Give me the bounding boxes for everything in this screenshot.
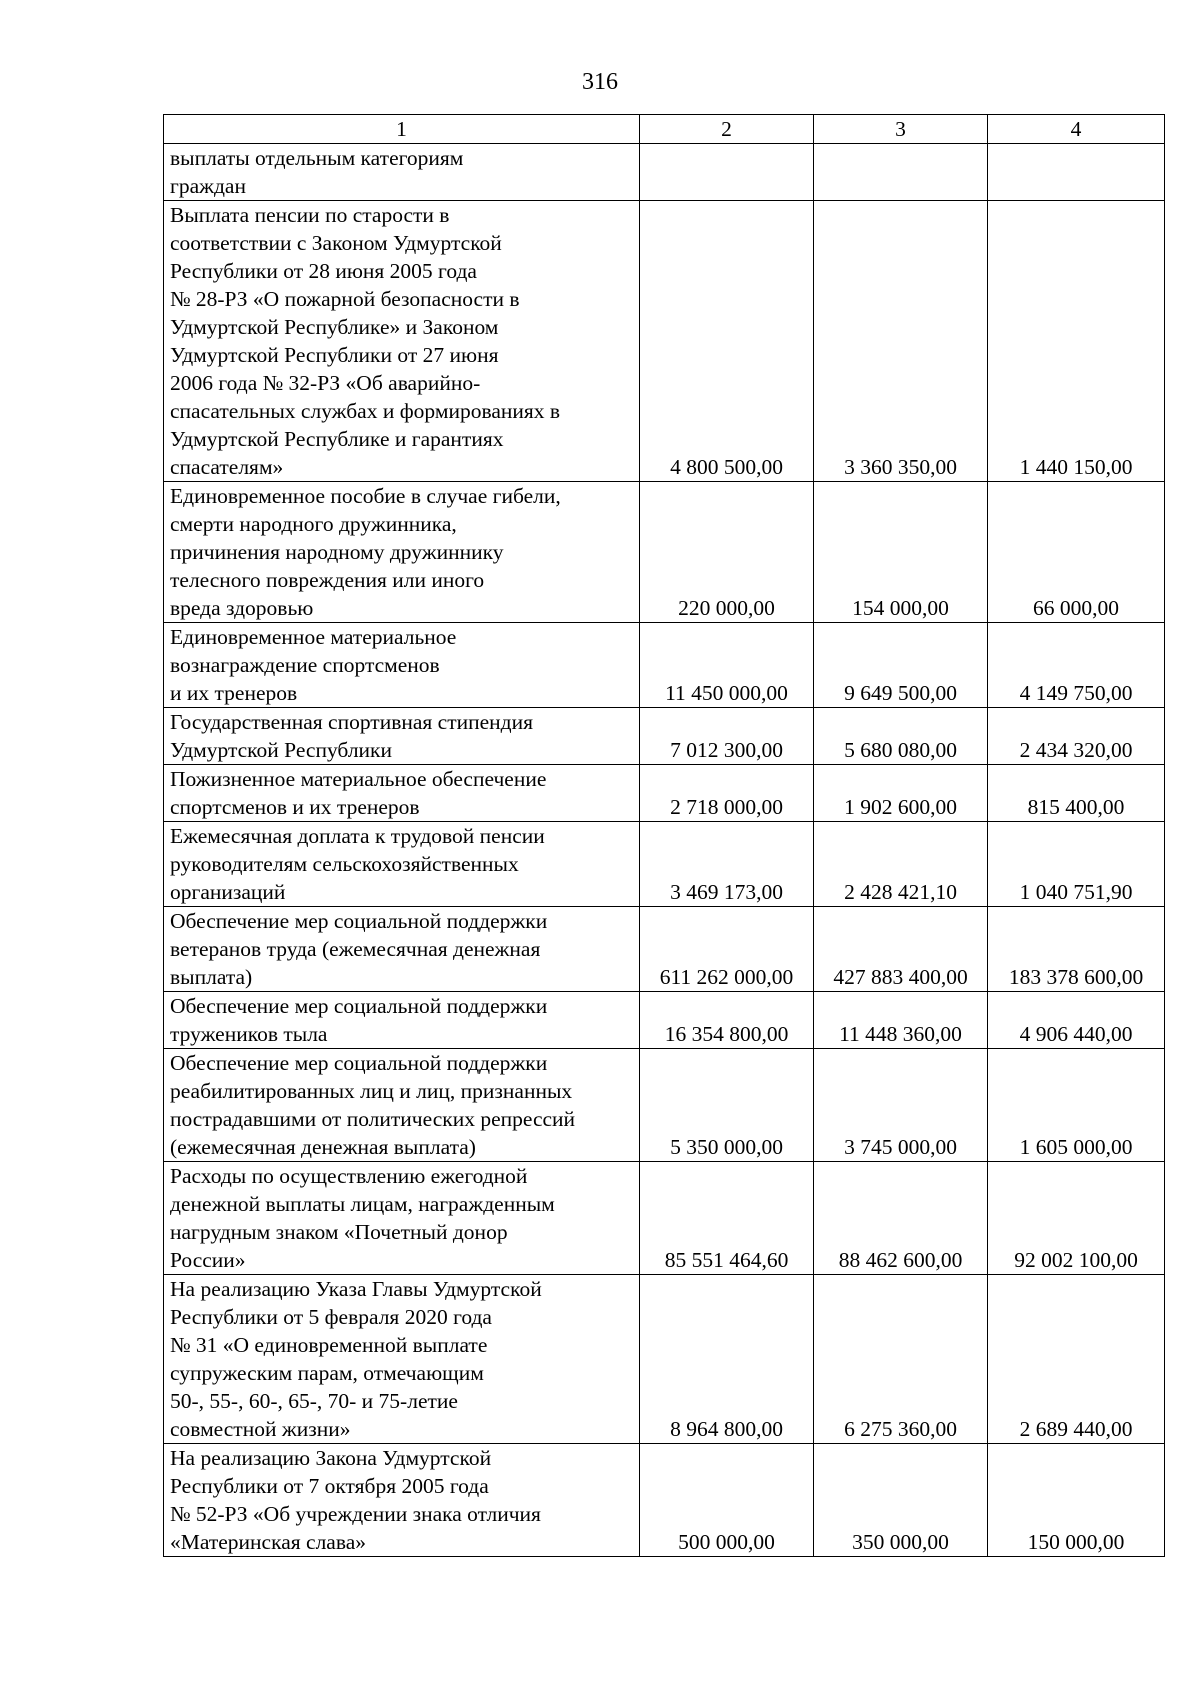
row-value-col2: 11 450 000,00: [640, 623, 814, 708]
row-name: Пожизненное материальное обеспечение спортсменов и их тренеров: [164, 765, 640, 822]
row-value-col3: 88 462 600,00: [814, 1162, 988, 1275]
row-value-col3: [814, 144, 988, 201]
row-value-col4: 183 378 600,00: [988, 907, 1165, 992]
row-name: Обеспечение мер социальной поддержки ветеранов труда (ежемесячная денежная выплата): [164, 907, 640, 992]
row-value-col2: 16 354 800,00: [640, 992, 814, 1049]
row-value-col4: [988, 144, 1165, 201]
row-value-col4: 1 040 751,90: [988, 822, 1165, 907]
row-value-col3: 5 680 080,00: [814, 708, 988, 765]
row-name: Единовременное материальное вознаграждение спортсменов и их тренеров: [164, 623, 640, 708]
row-name: Обеспечение мер социальной поддержки тружеников тыла: [164, 992, 640, 1049]
table-row: [164, 1162, 1165, 1275]
table-row: [164, 482, 1165, 623]
row-value-col3: 3 745 000,00: [814, 1049, 988, 1162]
row-value-col3: 11 448 360,00: [814, 992, 988, 1049]
row-value-col2: 611 262 000,00: [640, 907, 814, 992]
table-row: [164, 992, 1165, 1049]
column-header-2: 2: [640, 115, 814, 144]
row-value-col3: 1 902 600,00: [814, 765, 988, 822]
table-row: [164, 623, 1165, 708]
row-value-col2: 8 964 800,00: [640, 1275, 814, 1444]
column-header-3: 3: [814, 115, 988, 144]
row-value-col4: 2 434 320,00: [988, 708, 1165, 765]
row-name: выплаты отдельным категориям граждан: [164, 144, 640, 201]
budget-table: [163, 114, 1165, 1557]
table-row: [164, 708, 1165, 765]
row-value-col4: 4 906 440,00: [988, 992, 1165, 1049]
row-name: На реализацию Закона Удмуртской Республики от 7 октября 2005 года № 52-РЗ «Об учреждении знака отличия «Материнская слава»: [164, 1444, 640, 1557]
row-name: Расходы по осуществлению ежегодной денежной выплаты лицам, награжденным нагрудным знаком «Почетный донор России»: [164, 1162, 640, 1275]
table-row: [164, 1275, 1165, 1444]
row-value-col4: 150 000,00: [988, 1444, 1165, 1557]
row-name: На реализацию Указа Главы Удмуртской Республики от 5 февраля 2020 года № 31 «О единовременной выплате супружеским парам, отмечающим 50-, 55-, 60-, 65-, 70- и 75-летие совместной жизни»: [164, 1275, 640, 1444]
row-value-col4: 1 605 000,00: [988, 1049, 1165, 1162]
row-value-col3: 427 883 400,00: [814, 907, 988, 992]
row-value-col3: 154 000,00: [814, 482, 988, 623]
row-value-col2: 85 551 464,60: [640, 1162, 814, 1275]
row-name: Государственная спортивная стипендия Удмуртской Республики: [164, 708, 640, 765]
row-value-col3: 350 000,00: [814, 1444, 988, 1557]
row-value-col4: 92 002 100,00: [988, 1162, 1165, 1275]
table-row: [164, 1444, 1165, 1557]
table-row: [164, 765, 1165, 822]
row-value-col2: 500 000,00: [640, 1444, 814, 1557]
column-header-4: 4: [988, 115, 1165, 144]
row-name: Обеспечение мер социальной поддержки реабилитированных лиц и лиц, признанных пострадавшими от политических репрессий (ежемесячная денежная выплата): [164, 1049, 640, 1162]
row-value-col4: 66 000,00: [988, 482, 1165, 623]
table-row: [164, 1049, 1165, 1162]
row-value-col2: [640, 144, 814, 201]
row-value-col3: 3 360 350,00: [814, 201, 988, 482]
row-value-col2: 3 469 173,00: [640, 822, 814, 907]
page-number: 316: [582, 69, 618, 95]
row-value-col2: 4 800 500,00: [640, 201, 814, 482]
row-value-col2: 220 000,00: [640, 482, 814, 623]
row-value-col4: 1 440 150,00: [988, 201, 1165, 482]
table-row: [164, 201, 1165, 482]
row-value-col3: 2 428 421,10: [814, 822, 988, 907]
row-value-col4: 4 149 750,00: [988, 623, 1165, 708]
row-value-col3: 6 275 360,00: [814, 1275, 988, 1444]
table-row: [164, 907, 1165, 992]
column-header-1: 1: [164, 115, 640, 144]
table-row: [164, 822, 1165, 907]
row-value-col3: 9 649 500,00: [814, 623, 988, 708]
row-value-col4: 815 400,00: [988, 765, 1165, 822]
row-value-col2: 2 718 000,00: [640, 765, 814, 822]
table-header-row: [164, 115, 1165, 144]
row-value-col2: 7 012 300,00: [640, 708, 814, 765]
row-value-col2: 5 350 000,00: [640, 1049, 814, 1162]
row-value-col4: 2 689 440,00: [988, 1275, 1165, 1444]
row-name: Выплата пенсии по старости в соответствии с Законом Удмуртской Республики от 28 июня 2005 года № 28-РЗ «О пожарной безопасности в Удмуртской Республике» и Законом Удмуртской Республики от 27 июня 2006 года № 32-РЗ «Об аварийно- спасательных службах и формированиях в Удмуртской Республике и гарантиях спасателям»: [164, 201, 640, 482]
table-row: [164, 144, 1165, 201]
row-name: Ежемесячная доплата к трудовой пенсии руководителям сельскохозяйственных организаций: [164, 822, 640, 907]
row-name: Единовременное пособие в случае гибели, смерти народного дружинника, причинения народному дружиннику телесного повреждения или иного вреда здоровью: [164, 482, 640, 623]
